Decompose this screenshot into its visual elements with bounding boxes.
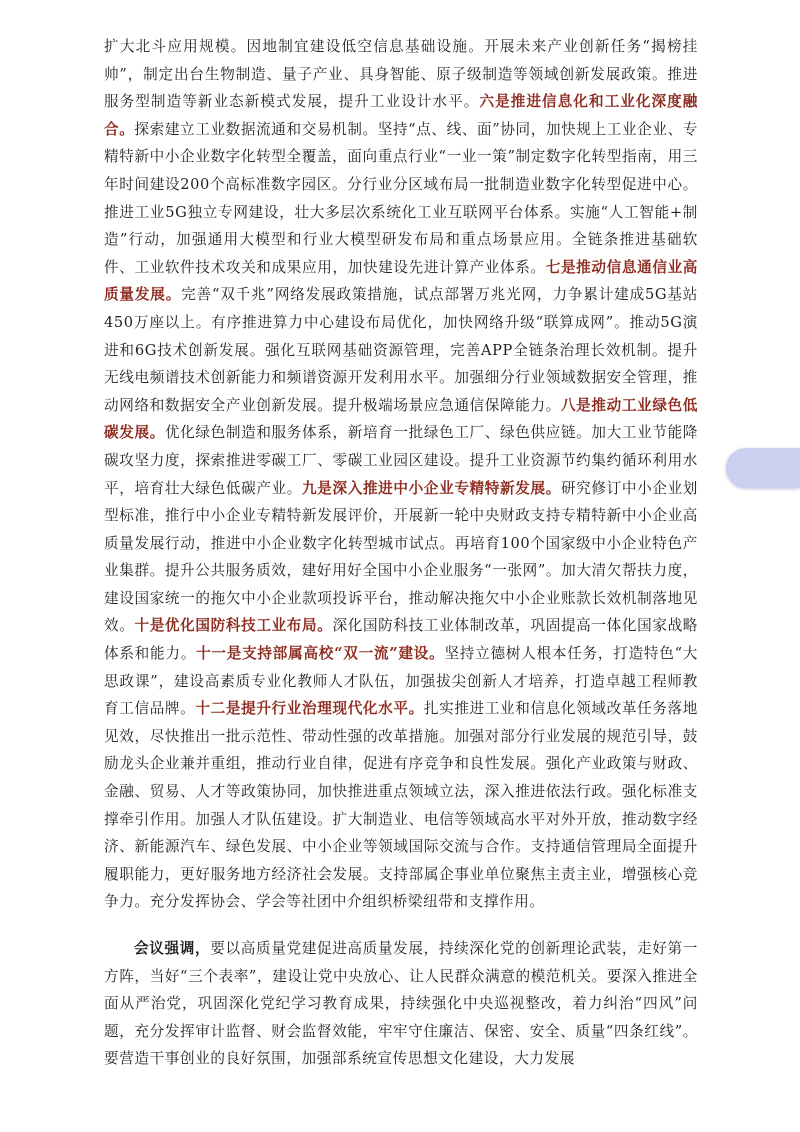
text-segment: 要以高质量党建促进高质量发展，持续深化党的创新理论武装，走好第一方阵，当好“三个表率”，建设让党中央放心、让人民群众满意的模范机关。要深入推进全面从严治党，巩固深化党纪学习教育成果，持续强化中央巡视整改，着力纠治“四风”问题，充分发挥审计监督、财会监督效能，牢牢守住廉洁、保密、安全、质量“四条红线”。要营造干事创业的良好氛围，加强部系统宣传思想文化建设，大力发展 bbox=[104, 940, 698, 1068]
text-segment: 探索建立工业数据流通和交易机制。坚持“点、线、面”协同，加快规上工业企业、专精特新中小企业数字化转型全覆盖，面向重点行业“一业一策”制定数字化转型指南，用三年时间建设200个高标准数字园区。分行业分区域布局一批制造业数字化转型促进中心。推进工业5G独立专网建设，壮大多层次系统化工业互联网平台体系。实施“人工智能+制造”行动，加强通用大模型和行业大模型研发布局和重点场景应用。全链条推进基础软件、工业软件技术攻关和成果应用，加快建设先进计算产业体系。 bbox=[104, 120, 698, 276]
highlight-heading: 八是推动工业绿色低碳发展。 bbox=[104, 396, 698, 442]
text-segment: 深化国防科技工业体制改革，巩固提高一体化国家战略体系和能力。 bbox=[104, 617, 698, 663]
highlight-heading: 十一是支持部属高校“双一流”建设。 bbox=[196, 645, 445, 663]
body-paragraph-2 bbox=[104, 935, 698, 1073]
highlight-heading: 十二是提升行业治理现代化水平。 bbox=[195, 700, 424, 718]
highlight-heading: 十是优化国防科技工业布局。 bbox=[134, 617, 333, 635]
highlight-heading: 九是深入推进中小企业专精特新发展。 bbox=[302, 479, 561, 497]
text-segment: 完善“双千兆”网络发展政策措施，试点部署万兆光网，力争累计建成5G基站450万座以上。有序推进算力中心建设布局优化，加快网络升级“联算成网”。推动5G演进和6G技术创新发展。强化互联网基础资源管理，完善APP全链条治理长效机制。提升无线电频谱技术创新能力和频谱资源开发利用水平。加强细分行业领域数据安全管理，推动网络和数据安全产业创新发展。提升极端场景应急通信保障能力。 bbox=[104, 286, 698, 414]
body-paragraph-1 bbox=[104, 33, 698, 916]
text-segment: 优化绿色制造和服务体系，新培育一批绿色工厂、绿色供应链。加大工业节能降碳攻坚力度，探索推进零碳工厂、零碳工业园区建设。提升工业资源节约集约循环利用水平，培育壮大绿色低碳产业。 bbox=[104, 424, 698, 497]
text-segment: 研究修订中小企业划型标准，推行中小企业专精特新发展评价，开展新一轮中央财政支持专精特新中小企业高质量发展行动，推进中小企业数字化转型城市试点。再培育100个国家级中小企业特色产业集群。提升公共服务质效，建好用好全国中小企业服务“一张网”。加大清欠帮扶力度，建设国家统一的拖欠中小企业款项投诉平台，推动解决拖欠中小企业账款长效机制落地见效。 bbox=[104, 479, 698, 635]
highlight-heading: 六是推进信息化和工业化深度融合。 bbox=[104, 93, 698, 138]
text-segment: 扎实推进工业和信息化领域改革任务落地见效，尽快推出一批示范性、带动性强的改革措施。加强对部分行业发展的规范引导，鼓励龙头企业兼并重组，推动行业自律，促进有序竞争和良性发展。强化产业政策与财政、金融、贸易、人才等政策协同，加快推进重点领域立法，深入推进依法行政。强化标准支撑牵引作用。加强人才队伍建设。扩大制造业、电信等领域高水平对外开放，推动数字经济、新能源汽车、绿色发展、中小企业等领域国际交流与合作。支持通信管理局全面提升履职能力，更好服务地方经济社会发展。支持部属企事业单位聚焦主责主业，增强核心竞争力。充分发挥协会、学会等社团中介组织桥梁纽带和支撑作用。 bbox=[104, 700, 698, 911]
highlight-heading: 七是推动信息通信业高质量发展。 bbox=[104, 258, 698, 304]
paragraph-lead: 会议强调， bbox=[134, 940, 211, 957]
text-segment: 扩大北斗应用规模。因地制宜建设低空信息基础设施。开展未来产业创新任务“揭榜挂帅”，制定出台生物制造、量子产业、具身智能、原子级制造等领域创新发展政策。推进服务型制造等新业态新模式发展，提升工业设计水平。 bbox=[104, 38, 698, 111]
side-float-tab[interactable] bbox=[726, 448, 800, 488]
text-segment: 坚持立德树人根本任务，打造特色“大思政课”，建设高素质专业化教师人才队伍，加强拔尖创新人才培养，打造卓越工程师教育工信品牌。 bbox=[104, 645, 698, 718]
